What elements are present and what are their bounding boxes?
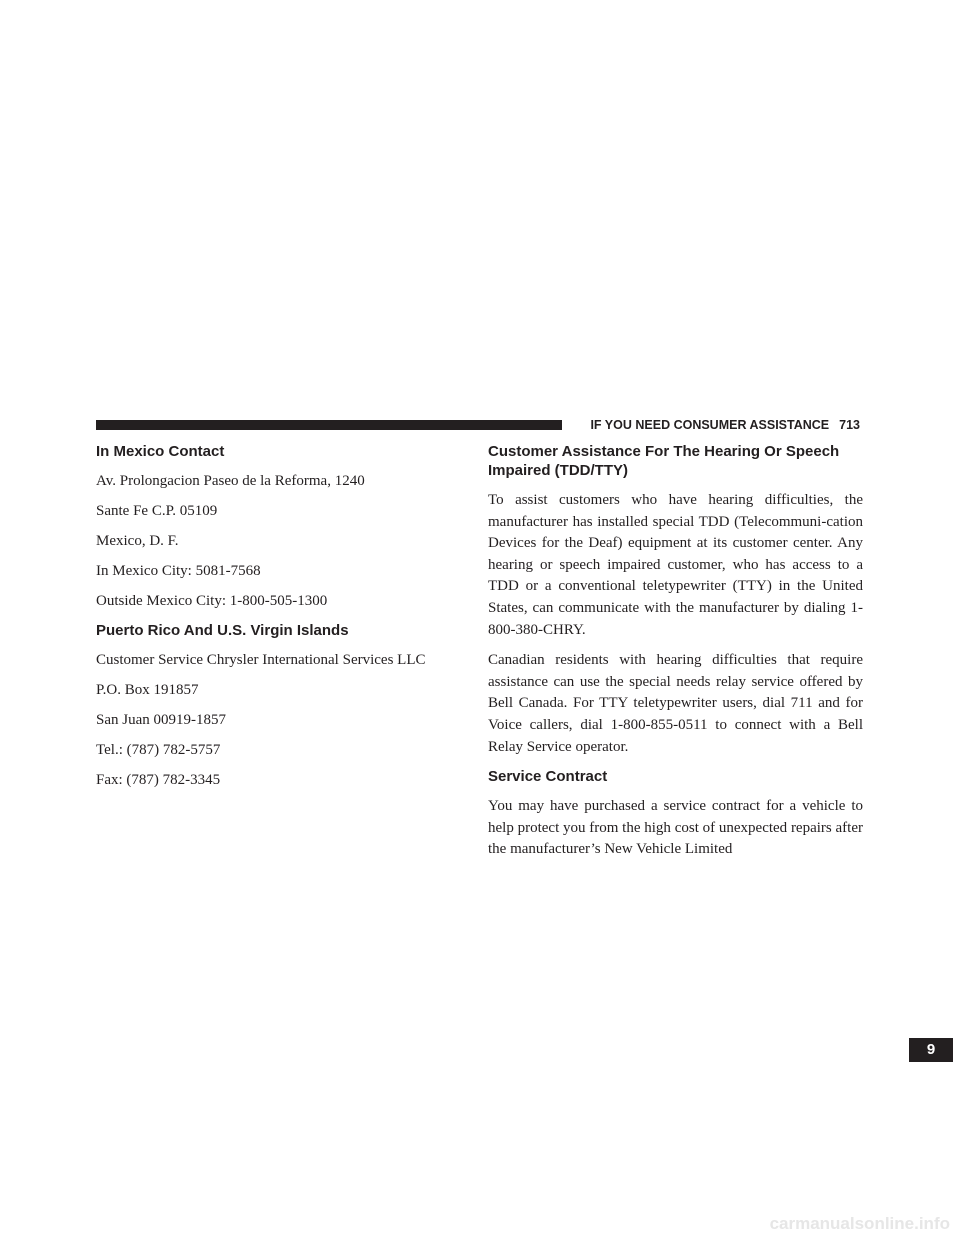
mexico-phone-line: In Mexico City: 5081-7568 [96, 563, 261, 579]
puerto-rico-address-line: P.O. Box 191857 [96, 682, 199, 698]
service-contract-heading: Service Contract [488, 768, 608, 786]
running-head [568, 417, 860, 433]
watermark: carmanualsonline.info [769, 1214, 950, 1233]
mexico-address-line: Av. Prolongacion Paseo de la Reforma, 1240 [96, 473, 365, 489]
tdd-tty-paragraph: Canadian residents with hearing difficulties that require assistance can use the special needs relay service offered by Bell Canada. For TTY teletypewriter users, dial 711 and for Voice callers, dial 1-800-855-0511 to connect with a Bell Relay Service operator. [488, 652, 863, 755]
puerto-rico-heading: Puerto Rico And U.S. Virgin Islands [96, 622, 349, 639]
right-column [488, 442, 863, 870]
mexico-address-line: Mexico, D. F. [96, 533, 179, 549]
service-contract-paragraph: You may have purchased a service contract for a vehicle to help protect you from the high cost of unexpected repairs after the manufacturer’s New Vehicle Limited [488, 798, 863, 858]
chapter-tab: 9 [909, 1038, 953, 1062]
puerto-rico-phone-line: Tel.: (787) 782-5757 [96, 742, 221, 758]
page-number: 713 [839, 418, 860, 432]
mexico-phone-line: Outside Mexico City: 1-800-505-1300 [96, 593, 328, 609]
section-title: IF YOU NEED CONSUMER ASSISTANCE [590, 418, 830, 432]
puerto-rico-address-line: Customer Service Chrysler International Services LLC [96, 652, 426, 668]
left-column [96, 442, 466, 800]
header-rule [96, 420, 562, 430]
puerto-rico-address-line: San Juan 00919-1857 [96, 712, 226, 728]
mexico-heading: In Mexico Contact [96, 443, 225, 460]
mexico-address-line: Sante Fe C.P. 05109 [96, 503, 218, 519]
tdd-tty-heading: Customer Assistance For The Hearing Or Speech Impaired (TDD/TTY) [488, 443, 840, 479]
puerto-rico-fax-line: Fax: (787) 782-3345 [96, 772, 221, 788]
tdd-tty-paragraph: To assist customers who have hearing difficulties, the manufacturer has installed special TDD (Telecommuni-cation Devices for the Deaf) equipment at its customer center. Any hearing or speech impaired customer, who has access to a TDD or a conventional teletypewriter (TTY) in the United States, can communicate with the manufacturer by dialing 1-800-380-CHRY. [488, 492, 863, 638]
